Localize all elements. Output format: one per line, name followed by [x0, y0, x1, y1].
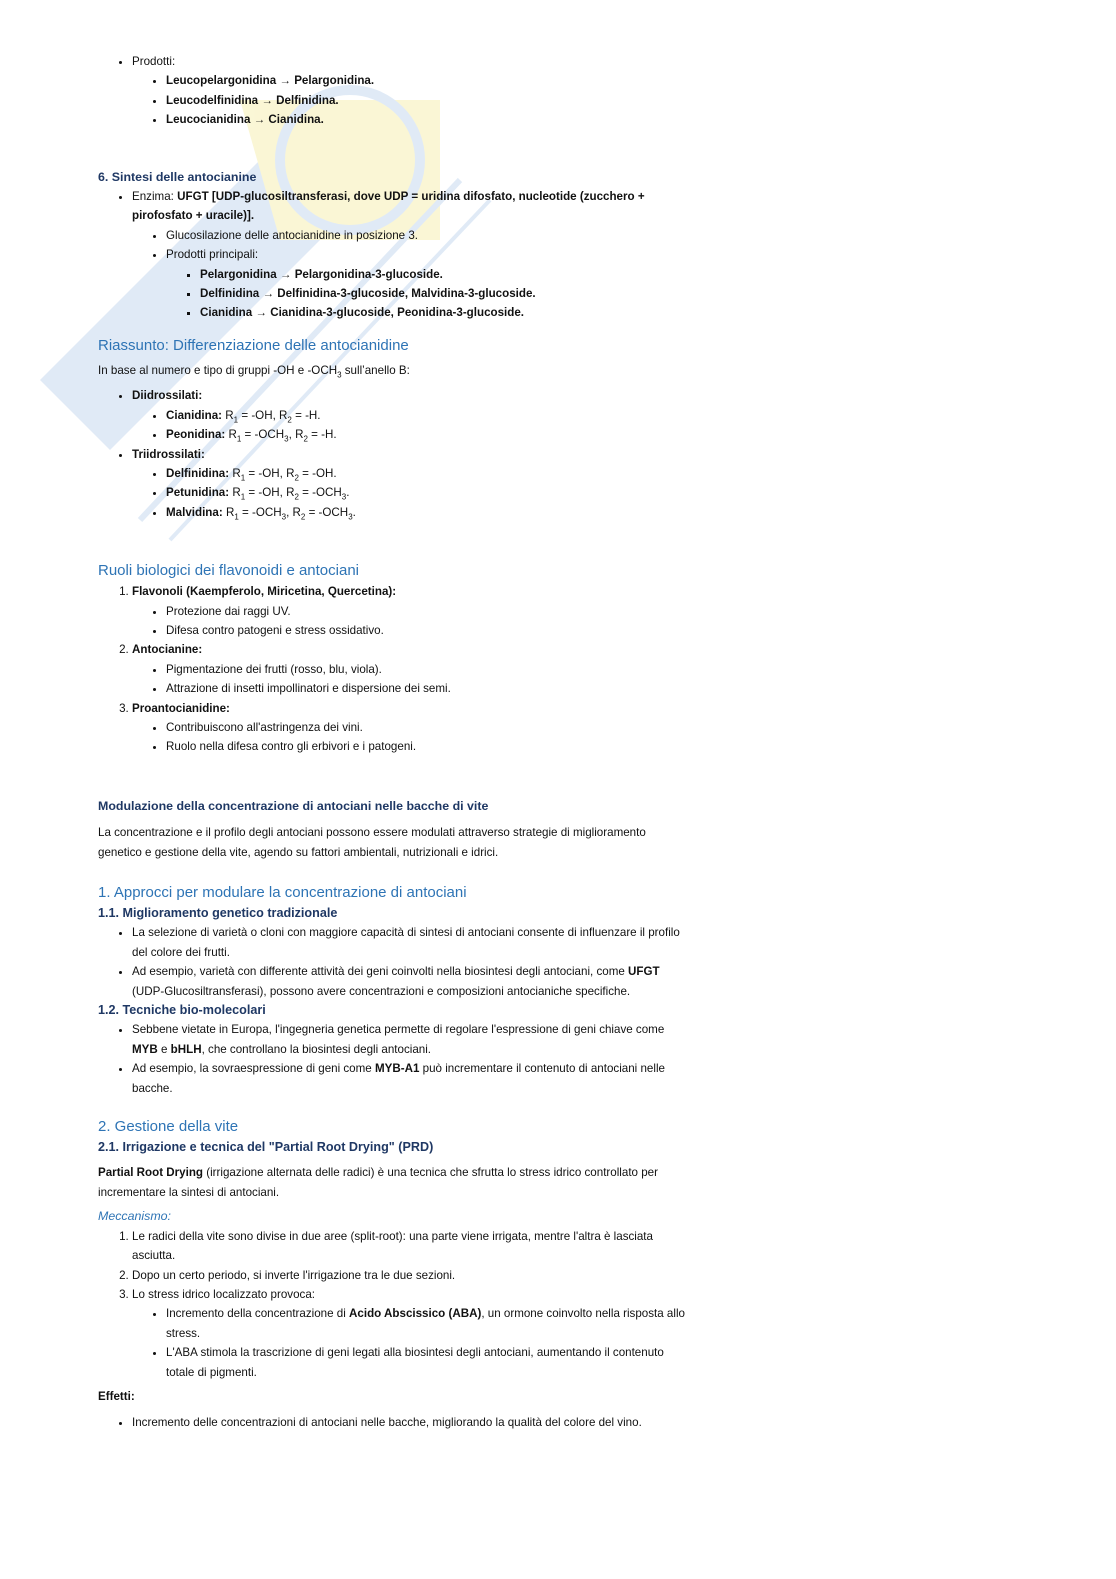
subheading-prd: 2.1. Irrigazione e tecnica del "Partial Root Drying" (PRD) — [98, 1140, 434, 1155]
list-item: ▪ Cianidina → Cianidina-3-glucoside, Peonidina-3-glucoside. — [200, 303, 688, 322]
section-heading-riassunto: Riassunto: Differenziazione delle antocianidine — [98, 336, 409, 354]
riassunto-list — [98, 386, 688, 522]
ruoli-list — [98, 582, 688, 757]
diidrossilati-label: Diidrossilati: — [132, 389, 203, 403]
riassunto-intro: In base al numero e tipo di gruppi -OH e $-OCH_3$ sull’anello B: — [98, 363, 410, 380]
section-heading-sintesi: 6. Sintesi delle antocianine — [98, 169, 257, 184]
prodotti-label: Prodotti: — [132, 55, 176, 68]
list-item: • Leucocianidina → Cianidina. — [166, 110, 688, 129]
enzima-text: UFGT [UDP-glucosiltransferasi, dove UDP = uridina difosfato, nucleotide (zucchero + pirofosfato + uracile)]. — [132, 190, 645, 223]
list-item: • Glucosilazione delle antocianidine in posizione 3. — [166, 226, 688, 245]
section-heading-modulazione: Modulazione della concentrazione di antociani nelle bacche di vite — [98, 798, 489, 813]
list-item: • Peonidina: $R_1 = -OCH_3$, $R_2 = -H$. — [166, 425, 688, 444]
list-item: • Malvidina: $R_1 = -OCH_3$, $R_2 = -OCH_3$. — [166, 503, 688, 522]
miglioramento-list — [98, 923, 688, 1001]
section-heading-approcci: 1. Approcci per modulare la concentrazione di antociani — [98, 884, 467, 901]
list-item: 1. Le radici della vite sono divise in due aree (split-root): una parte viene irrigata, mentre l'altra è lasciata asciutta. — [132, 1227, 688, 1266]
subheading-tecniche: 1.2. Tecniche bio-molecolari — [98, 1003, 266, 1018]
effetti-label: Effetti: — [98, 1389, 135, 1403]
list-item: • Protezione dai raggi UV. — [166, 602, 688, 621]
list-item: 3. Proantocianidine: • Contribuiscono all'astringenza dei vini. • Ruolo nella difesa contro gli erbivori e i patogeni. — [132, 699, 688, 757]
enzima-label: Enzima: — [132, 190, 178, 204]
list-item: • Difesa contro patogeni e stress ossidativo. — [166, 621, 688, 640]
list-item: • Ad esempio, la sovraespressione di geni come MYB-A1 può incrementare il contenuto di antociani nelle bacche. — [132, 1059, 688, 1098]
modulazione-text: La concentrazione e il profilo degli antociani possono essere modulati attraverso strategie di miglioramento genetico e gestione della vite, agendo su fattori ambientali, nutrizionali e idrici. — [98, 826, 646, 859]
list-item: 2. Dopo un certo periodo, si inverte l'irrigazione tra le due sezioni. — [132, 1266, 688, 1285]
prd-text: Partial Root Drying (irrigazione alternata delle radici) è una tecnica che sfrutta lo stress idrico controllato per incrementare la sintesi di antociani. — [98, 1166, 658, 1199]
list-item: • Cianidina: $R_1 = -OH$, $R_2 = -H$. — [166, 406, 688, 425]
list-item: • Leucodelfinidina → Delfinidina. — [166, 91, 688, 110]
section-heading-gestione: 2. Gestione della vite — [98, 1118, 239, 1136]
list-item — [166, 245, 688, 323]
tecniche-list — [98, 1020, 688, 1098]
list-item: • Ruolo nella difesa contro gli erbivori e i patogeni. — [166, 737, 688, 756]
meccanismo-label: Meccanismo: — [98, 1209, 171, 1224]
list-item: • L'ABA stimola la trascrizione di geni legati alla biosintesi degli antociani, aumentando il contenuto totale di pigmenti. — [166, 1343, 688, 1382]
meccanismo-list — [98, 1227, 688, 1382]
list-item — [132, 52, 688, 130]
prodotti-list — [98, 52, 688, 130]
list-item: • Contribuiscono all'astringenza dei vini. — [166, 718, 688, 737]
list-item: • Ad esempio, varietà con differente attività dei geni coinvolti nella biosintesi degli antociani, come UFGT (UDP-Glucosiltransferasi), possono avere concentrazioni e composizioni antocianiche specifiche. — [132, 962, 688, 1001]
section-heading-ruoli: Ruoli biologici dei flavonoidi e antociani — [98, 562, 359, 580]
subheading-miglioramento: 1.1. Miglioramento genetico tradizionale — [98, 906, 338, 920]
list-item: 2. Antocianine: • Pigmentazione dei frutti (rosso, blu, viola). • Attrazione di insetti impollinatori e dispersione dei semi. — [132, 640, 688, 698]
list-item: ▪ Pelargonidina → Pelargonidina-3-glucoside. — [200, 265, 688, 284]
triidrossilati-label: Triidrossilati: — [132, 447, 205, 461]
list-item: 1. Flavonoli (Kaempferolo, Miricetina, Quercetina): • Protezione dai raggi UV. • Difesa contro patogeni e stress ossidativo. — [132, 582, 688, 640]
list-item: • Incremento delle concentrazioni di antociani nelle bacche, migliorando la qualità del colore del vino. — [132, 1413, 688, 1432]
list-item: • Incremento della concentrazione di Acido Abscissico (ABA), un ormone coinvolto nella risposta allo stress. — [166, 1304, 688, 1343]
effetti-list — [98, 1413, 688, 1432]
list-item: • Sebbene vietate in Europa, l'ingegneria genetica permette di regolare l'espressione di geni chiave come MYB e bHLH, che controllano la biosintesi degli antociani. — [132, 1020, 688, 1059]
list-item: • Attrazione di insetti impollinatori e dispersione dei semi. — [166, 679, 688, 698]
list-item: ▪ Delfinidina → Delfinidina-3-glucoside, Malvidina-3-glucoside. — [200, 284, 688, 303]
list-item — [132, 187, 688, 323]
list-item: • La selezione di varietà o cloni con maggiore capacità di sintesi di antociani consente di influenzare il profilo del colore dei frutti. — [132, 923, 688, 962]
list-item: • Petunidina: $R_1 = -OH$, $R_2 = -OCH_3$. — [166, 483, 688, 502]
list-item — [132, 386, 688, 444]
list-item: 3. Lo stress idrico localizzato provoca: • Incremento della concentrazione di Acido Abscissico (ABA), un ormone coinvolto nella risposta allo stress. • L'ABA stimola la trascrizione di geni legati alla biosintesi degli antociani, aumentando il contenuto totale di pigmenti. — [132, 1285, 688, 1382]
list-item: • Delfinidina: $R_1 = -OH$, $R_2 = -OH$. — [166, 464, 688, 483]
sintesi-list — [98, 187, 688, 323]
document-content — [98, 52, 688, 1433]
prodotti-principali-label: Prodotti principali: — [166, 248, 259, 262]
list-item: • Pigmentazione dei frutti (rosso, blu, viola). — [166, 660, 688, 679]
list-item — [132, 445, 688, 523]
list-item: • Leucopelargonidina → Pelargonidina. — [166, 71, 688, 90]
